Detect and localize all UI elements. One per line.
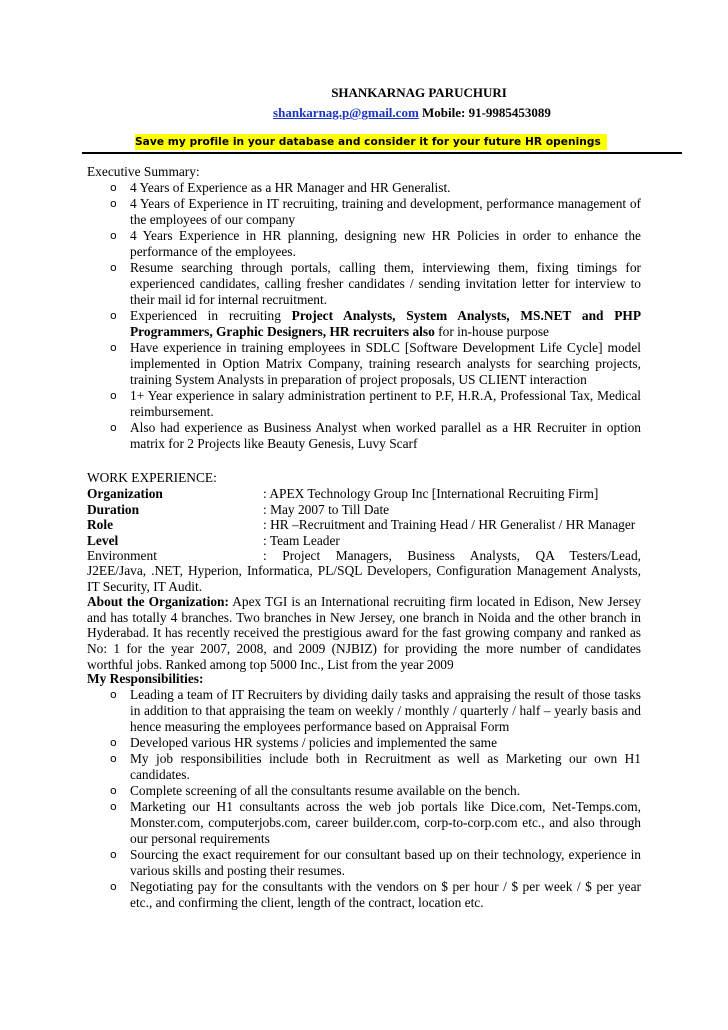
level-value: : Team Leader: [263, 532, 340, 548]
responsibility-item: [87, 879, 641, 911]
responsibility-text: Negotiating pay for the consultants with the vendors on $ per hour / $ per week / $ per year etc., and confirming the client, length of the contract, location etc.: [130, 879, 641, 910]
responsibility-item: [87, 799, 641, 847]
summary-item: [87, 196, 641, 228]
duration-label: Duration: [87, 501, 140, 517]
duration-row: [87, 502, 641, 518]
summary-item: [87, 180, 641, 196]
summary-item-text: Experienced in recruiting: [130, 308, 292, 323]
level-row: [87, 533, 641, 549]
summary-item-text: 4 Years of Experience as a HR Manager and HR Generalist.: [130, 180, 451, 195]
responsibility-item: [87, 735, 641, 751]
bullet-icon: o: [110, 752, 117, 765]
organization-value: : APEX Technology Group Inc [International Recruiting Firm]: [263, 486, 599, 501]
highlight-banner: Save my profile in your database and consider it for your future HR openings: [135, 134, 607, 150]
role-row: [87, 517, 641, 533]
work-title: WORK EXPERIENCE:: [87, 470, 217, 485]
summary-item-text: Project Analysts, System Analysts, MS.NET and PHP Programmers, Graphic Designers, HR recruiters also: [130, 308, 641, 339]
contact-line: [0, 105, 728, 121]
responsibility-text: Marketing our H1 consultants across the web job portals like Dice.com, Net-Temps.com, Monster.com, computerjobs.com, career builder.com, corp-to-corp.com etc., and also through our personal requirements: [130, 799, 641, 846]
summary-item: [87, 308, 641, 340]
candidate-name: SHANKARNAG PARUCHURI: [331, 85, 507, 100]
environment-row: [87, 548, 641, 564]
about-text: Apex TGI is an International recruiting firm located in Edison, New Jersey and has totally 4 branches. Two branches in New Jersey, one branch in Noida and the other branch in Hyderabad. It has recently received the prestigious award for the fast growing company and ranked as No: 1 for the year 2007, 2008, and 2009 (NJBIZ) for providing the more number of candidates worthful jobs. Ranked among top 5000 Inc., List from the year 2009: [87, 594, 641, 672]
summary-list: [87, 180, 641, 452]
organization-label: Organization: [87, 486, 163, 501]
environment-label: Environment: [87, 548, 157, 563]
responsibility-text: My job responsibilities include both in Recruitment as well as Marketing our own H1 candidates.: [130, 751, 641, 782]
email-link[interactable]: shankarnag.p@gmail.com: [273, 105, 419, 120]
bullet-icon: o: [110, 736, 117, 749]
summary-item-text: for in-house purpose: [434, 324, 549, 339]
responsibilities-title: My Responsibilities:: [87, 671, 204, 686]
bullet-icon: o: [110, 261, 117, 274]
role-value: : HR –Recruitment and Training Head / HR Generalist / HR Manager: [263, 517, 636, 532]
bullet-icon: o: [110, 688, 117, 701]
bullet-icon: o: [110, 229, 117, 242]
bullet-icon: o: [110, 421, 117, 434]
bullet-icon: o: [110, 181, 117, 194]
environment-continued: J2EE/Java, .NET, Hyperion, Informatica, PL/SQL Developers, Configuration Management Analysts, IT Security, IT Audit.: [87, 563, 641, 594]
bullet-icon: o: [110, 880, 117, 893]
bullet-icon: o: [110, 800, 117, 813]
environment-value: : Project Managers, Business Analysts, QA Testers/Lead,: [263, 548, 641, 563]
bullet-icon: o: [110, 197, 117, 210]
bullet-icon: o: [110, 848, 117, 861]
summary-item-text: 1+ Year experience in salary administration pertinent to P.F, H.R.A, Professional Tax, Medical reimbursement.: [130, 388, 641, 419]
summary-item: [87, 228, 641, 260]
responsibility-item: [87, 751, 641, 783]
work-details: [87, 486, 641, 564]
responsibility-text: Sourcing the exact requirement for our consultant based up on their technology, experience in various skills and posting their resumes.: [130, 847, 641, 878]
summary-item: [87, 260, 641, 308]
bullet-icon: o: [110, 784, 117, 797]
summary-item-text: 4 Years Experience in HR planning, designing new HR Policies in order to enhance the performance of the employees.: [130, 228, 641, 259]
about-label: About the Organization:: [87, 594, 229, 609]
responsibility-text: Complete screening of all the consultants resume available on the bench.: [130, 783, 521, 798]
responsibility-item: [87, 687, 641, 735]
summary-item: [87, 388, 641, 420]
level-label: Level: [87, 532, 119, 548]
responsibility-item: [87, 783, 641, 799]
summary-item: [87, 420, 641, 452]
summary-item-text: Have experience in training employees in SDLC [Software Development Life Cycle] model implemented in Option Matrix Company, training research analysts for searching projects, training System Analysts in preparation of project proposals, US CLIENT interaction: [130, 340, 641, 387]
summary-item-text: Also had experience as Business Analyst when worked parallel as a HR Recruiter in option matrix for 2 Projects like Beauty Genesis, Luvy Scarf: [130, 420, 641, 451]
responsibility-text: Developed various HR systems / policies and implemented the same: [130, 735, 498, 750]
summary-item-text: 4 Years of Experience in IT recruiting, training and development, performance management of the employees of our company: [130, 196, 641, 227]
bullet-icon: o: [110, 341, 117, 354]
duration-value: : May 2007 to Till Date: [263, 501, 390, 517]
responsibilities-list: [87, 687, 641, 911]
mobile-number: Mobile: 91-9985453089: [422, 105, 551, 120]
summary-title: Executive Summary:: [87, 164, 200, 179]
responsibility-text: Leading a team of IT Recruiters by dividing daily tasks and appraising the result of those tasks in addition to that appraising the team on weekly / monthly / quarterly / half – yearly basis and hence measuring the employees performance based on Appraisal Form: [130, 687, 641, 734]
header-divider: [82, 152, 682, 154]
role-label: Role: [87, 517, 114, 532]
organization-row: [87, 486, 641, 502]
bullet-icon: o: [110, 309, 117, 322]
about-organization: [87, 594, 641, 673]
bullet-icon: o: [110, 389, 117, 402]
summary-item-text: Resume searching through portals, calling them, interviewing them, fixing timings for experienced candidates, calling fresher candidates / sending invitation letter for interview to their mail id for internal recruitment.: [130, 260, 641, 307]
summary-item: [87, 340, 641, 388]
responsibility-item: [87, 847, 641, 879]
